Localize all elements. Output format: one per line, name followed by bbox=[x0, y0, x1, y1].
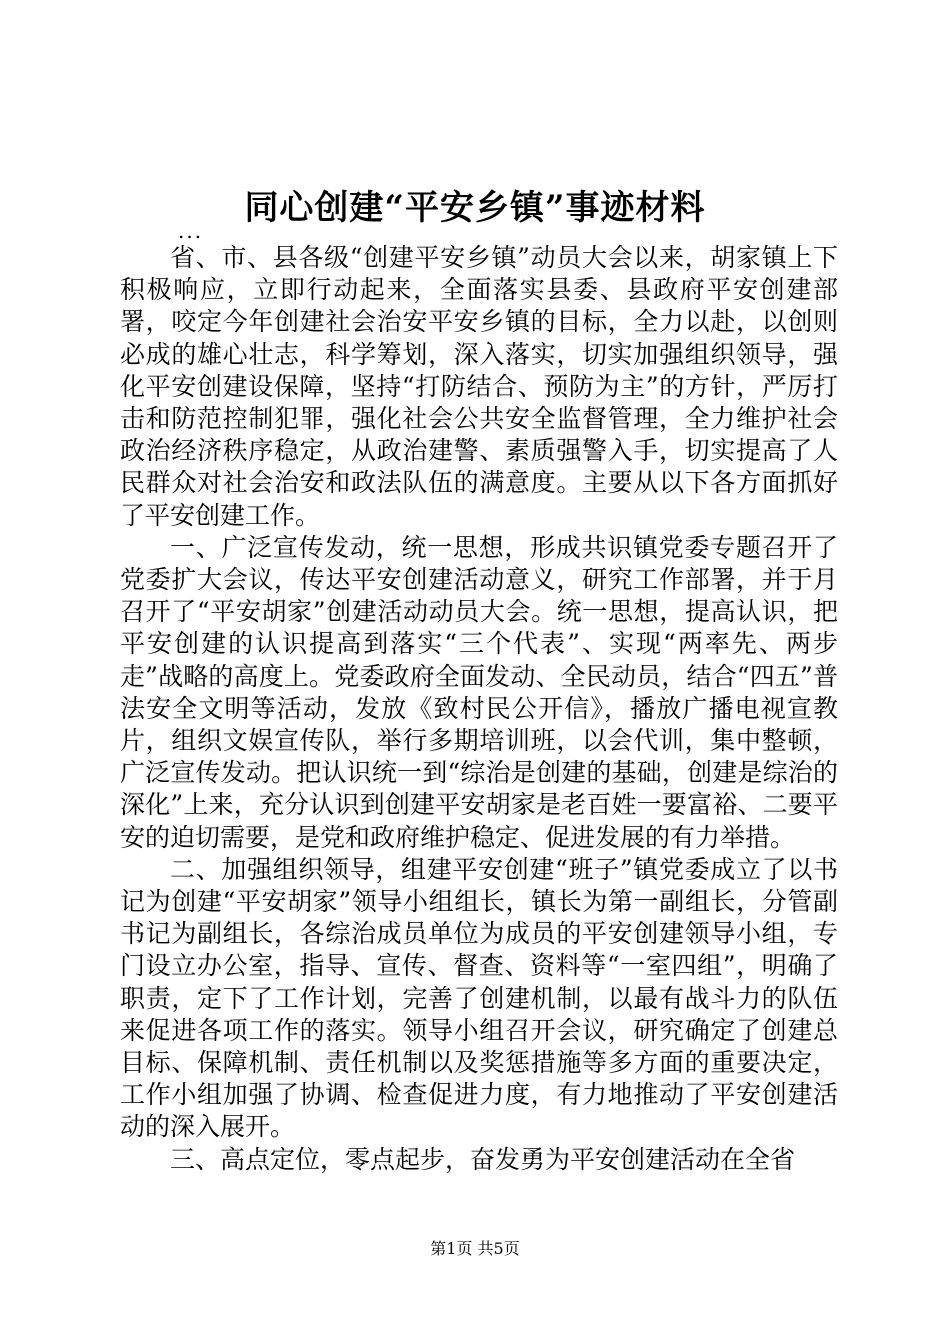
paragraph-section-1: 一、广泛宣传发动，统一思想，形成共识镇党委专题召开了党委扩大会议，传达平安创建活动意义，研究工作部署，并于月召开了“平安胡家”创建活动动员大会。统一思想，提高认识，把平安创建的认识提高到落实“三个代表”、实现“两率先、两步走”战略的高度上。党委政府全面发动、全民动员，结合“四五”普法安全文明等活动，发放《致村民公开信》，播放广播电视宣教片，组织文娱宣传队，举行多期培训班，以会代训，集中整顿，广泛宣传发动。把认识统一到“综治是创建的基础，创建是综治的深化”上来，充分认识到创建平安胡家是老百姓一要富裕、二要平安的迫切需要，是党和政府维护稳定、促进发展的有力举措。 bbox=[120, 532, 838, 852]
page-footer: 第1页 共5页 bbox=[430, 1239, 520, 1258]
document-body bbox=[120, 242, 838, 1176]
paragraph-section-3: 三、高点定位，零点起步，奋发勇为平安创建活动在全省 bbox=[170, 1144, 796, 1174]
paragraph-section-2: 二、加强组织领导，组建平安创建“班子”镇党委成立了以书记为创建“平安胡家”领导小组组长，镇长为第一副组长，分管副书记为副组长，各综治成员单位为成员的平安创建领导小组，专门设立办公室，指导、宣传、督查、资料等“一室四组”，明确了职责，定下了工作计划，完善了创建机制，以最有战斗力的队伍来促进各项工作的落实。领导小组召开会议，研究确定了创建总目标、保障机制、责任机制以及奖惩措施等多方面的重要决定，工作小组加强了协调、检查促进力度，有力地推动了平安创建活动的深入展开。 bbox=[120, 854, 838, 1142]
document-title: 同心创建“平安乡镇”事迹材料 bbox=[244, 188, 706, 228]
ellipsis-marker: ... bbox=[178, 219, 204, 243]
paragraph-intro: 省、市、县各级“创建平安乡镇”动员大会以来，胡家镇上下积极响应，立即行动起来，全面落实县委、县政府平安创建部署，咬定今年创建社会治安平安乡镇的目标，全力以赴，以创则必成的雄心壮志，科学筹划，深入落实，切实加强组织领导，强化平安创建设保障，坚持“打防结合、预防为主”的方针，严厉打击和防范控制犯罪，强化社会公共安全监督管理，全力维护社会政治经济秩序稳定，从政治建警、素质强警入手，切实提高了人民群众对社会治安和政法队伍的满意度。主要从以下各方面抓好了平安创建工作。 bbox=[120, 243, 838, 530]
